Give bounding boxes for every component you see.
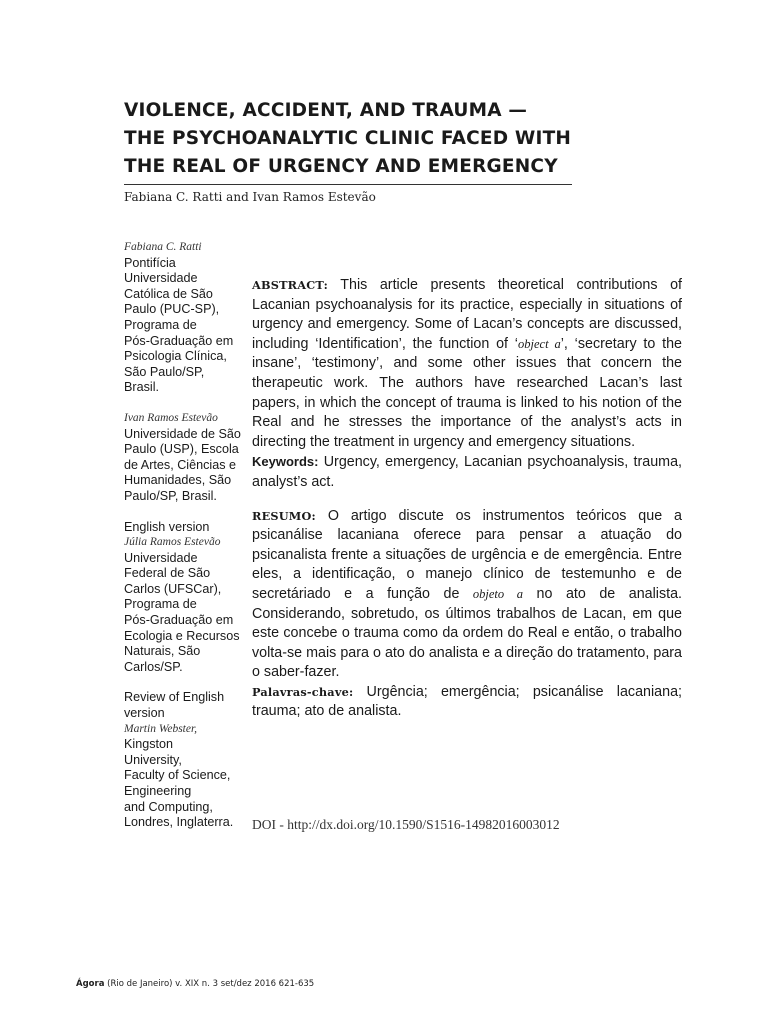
palavras-chave-label: Palavras-chave: (252, 684, 354, 699)
keywords-label: Keywords: (252, 454, 319, 470)
journal-citation: (Rio de Janeiro) v. XIX n. 3 set/dez 2016 621-635 (104, 979, 315, 989)
title-divider (124, 184, 572, 185)
resumo-text-1: O artigo discute os instrumentos teóricos que a psicanálise lacaniana oferece para pensar a atuação do psicanalista frente a situações de urgência e de emergência. Entre eles, a identificação, o manejo clínico de testemunho e de secretáriado e a função de (252, 507, 682, 602)
abstract-text-1: This article presents theoretical contributions of Lacanian psychoanalysis for its practice, especially in situations of urgency and emergency. Some of Lacan’s concepts are discussed, including ‘Identification’, the function of ‘ (252, 277, 682, 352)
title-line-1: VIOLENCE, ACCIDENT, AND TRAUMA — (124, 100, 528, 121)
page-footer (76, 979, 314, 989)
resumo-keywords (252, 683, 682, 722)
abstract-keywords (252, 452, 682, 492)
abstract-text-2: ’, ‘secretary to the insane’, ‘testimony’, and some other issues that concern the therapeutic work. The authors have researched Lacan’s last papers, in which the concept of trauma is linked to his notion of the Real and he stresses the importance of the analyst’s acts in directing the treatment in urgency and emergency situations. (252, 335, 682, 450)
resumo-text-2: no ato de analista. Considerando, sobretudo, os últimos trabalhos de Lacan, em que este concebe o trauma como da ordem do Real e então, o trabalho volta-se mais para o ato do analista e a direção do tratamento, para o saber-fazer. (252, 585, 682, 681)
author2-name: Ivan Ramos Estevão (124, 411, 218, 424)
doi-link[interactable]: DOI - http://dx.doi.org/10.1590/S1516-14982016003012 (252, 817, 560, 832)
resumo-italic-term: objeto a (472, 586, 524, 601)
title-line-2: THE PSYCHOANALYTIC CLINIC FACED WITH (124, 128, 572, 149)
resumo-label: RESUMO: (252, 508, 316, 523)
article-title (124, 97, 594, 181)
reviewer-name: Martin Webster, (124, 722, 198, 735)
reviewer-affiliation: Kingston University, Faculty of Science, Engineering and Computing, Londres, Inglaterra. (124, 737, 234, 830)
author1-name: Fabiana C. Ratti (124, 241, 202, 253)
palavras-chave-text: Urgência; emergência; psicanálise lacaniana; trauma; ato de analista. (252, 683, 682, 720)
author2-affiliation: Universidade de São Paulo (USP), Escola de Artes, Ciências e Humanidades, São Paulo/SP, Brasil. (124, 426, 241, 503)
resumo-paragraph (252, 507, 682, 683)
author1-affiliation: Pontifícia Universidade Católica de São Paulo (PUC-SP), Programa de Pós-Graduação em Psicologia Clínica, São Paulo/SP, Brasil. (124, 255, 234, 395)
english-version-label: English version (124, 519, 210, 534)
author-byline: Fabiana C. Ratti and Ivan Ramos Estevão (124, 190, 376, 204)
abstract-label: ABSTRACT: (252, 278, 328, 292)
keywords-text: Urgency, emergency, Lacanian psychoanalysis, trauma, analyst’s act. (252, 454, 682, 490)
abstract-block (252, 276, 682, 722)
review-label: Review of English version (124, 690, 225, 721)
translator-name: Júlia Ramos Estevão (124, 536, 221, 549)
author-affiliations-sidebar (124, 240, 242, 831)
journal-name: Ágora (76, 979, 105, 989)
translator-affiliation: Universidade Federal de São Carlos (UFSCar), Programa de Pós-Graduação em Ecologia e Recursos Naturais, São Carlos/SP. (124, 550, 240, 674)
title-line-3: THE REAL OF URGENCY AND EMERGENCY (124, 156, 558, 177)
abstract-paragraph (252, 276, 682, 452)
abstract-italic-term: object a (518, 336, 561, 351)
